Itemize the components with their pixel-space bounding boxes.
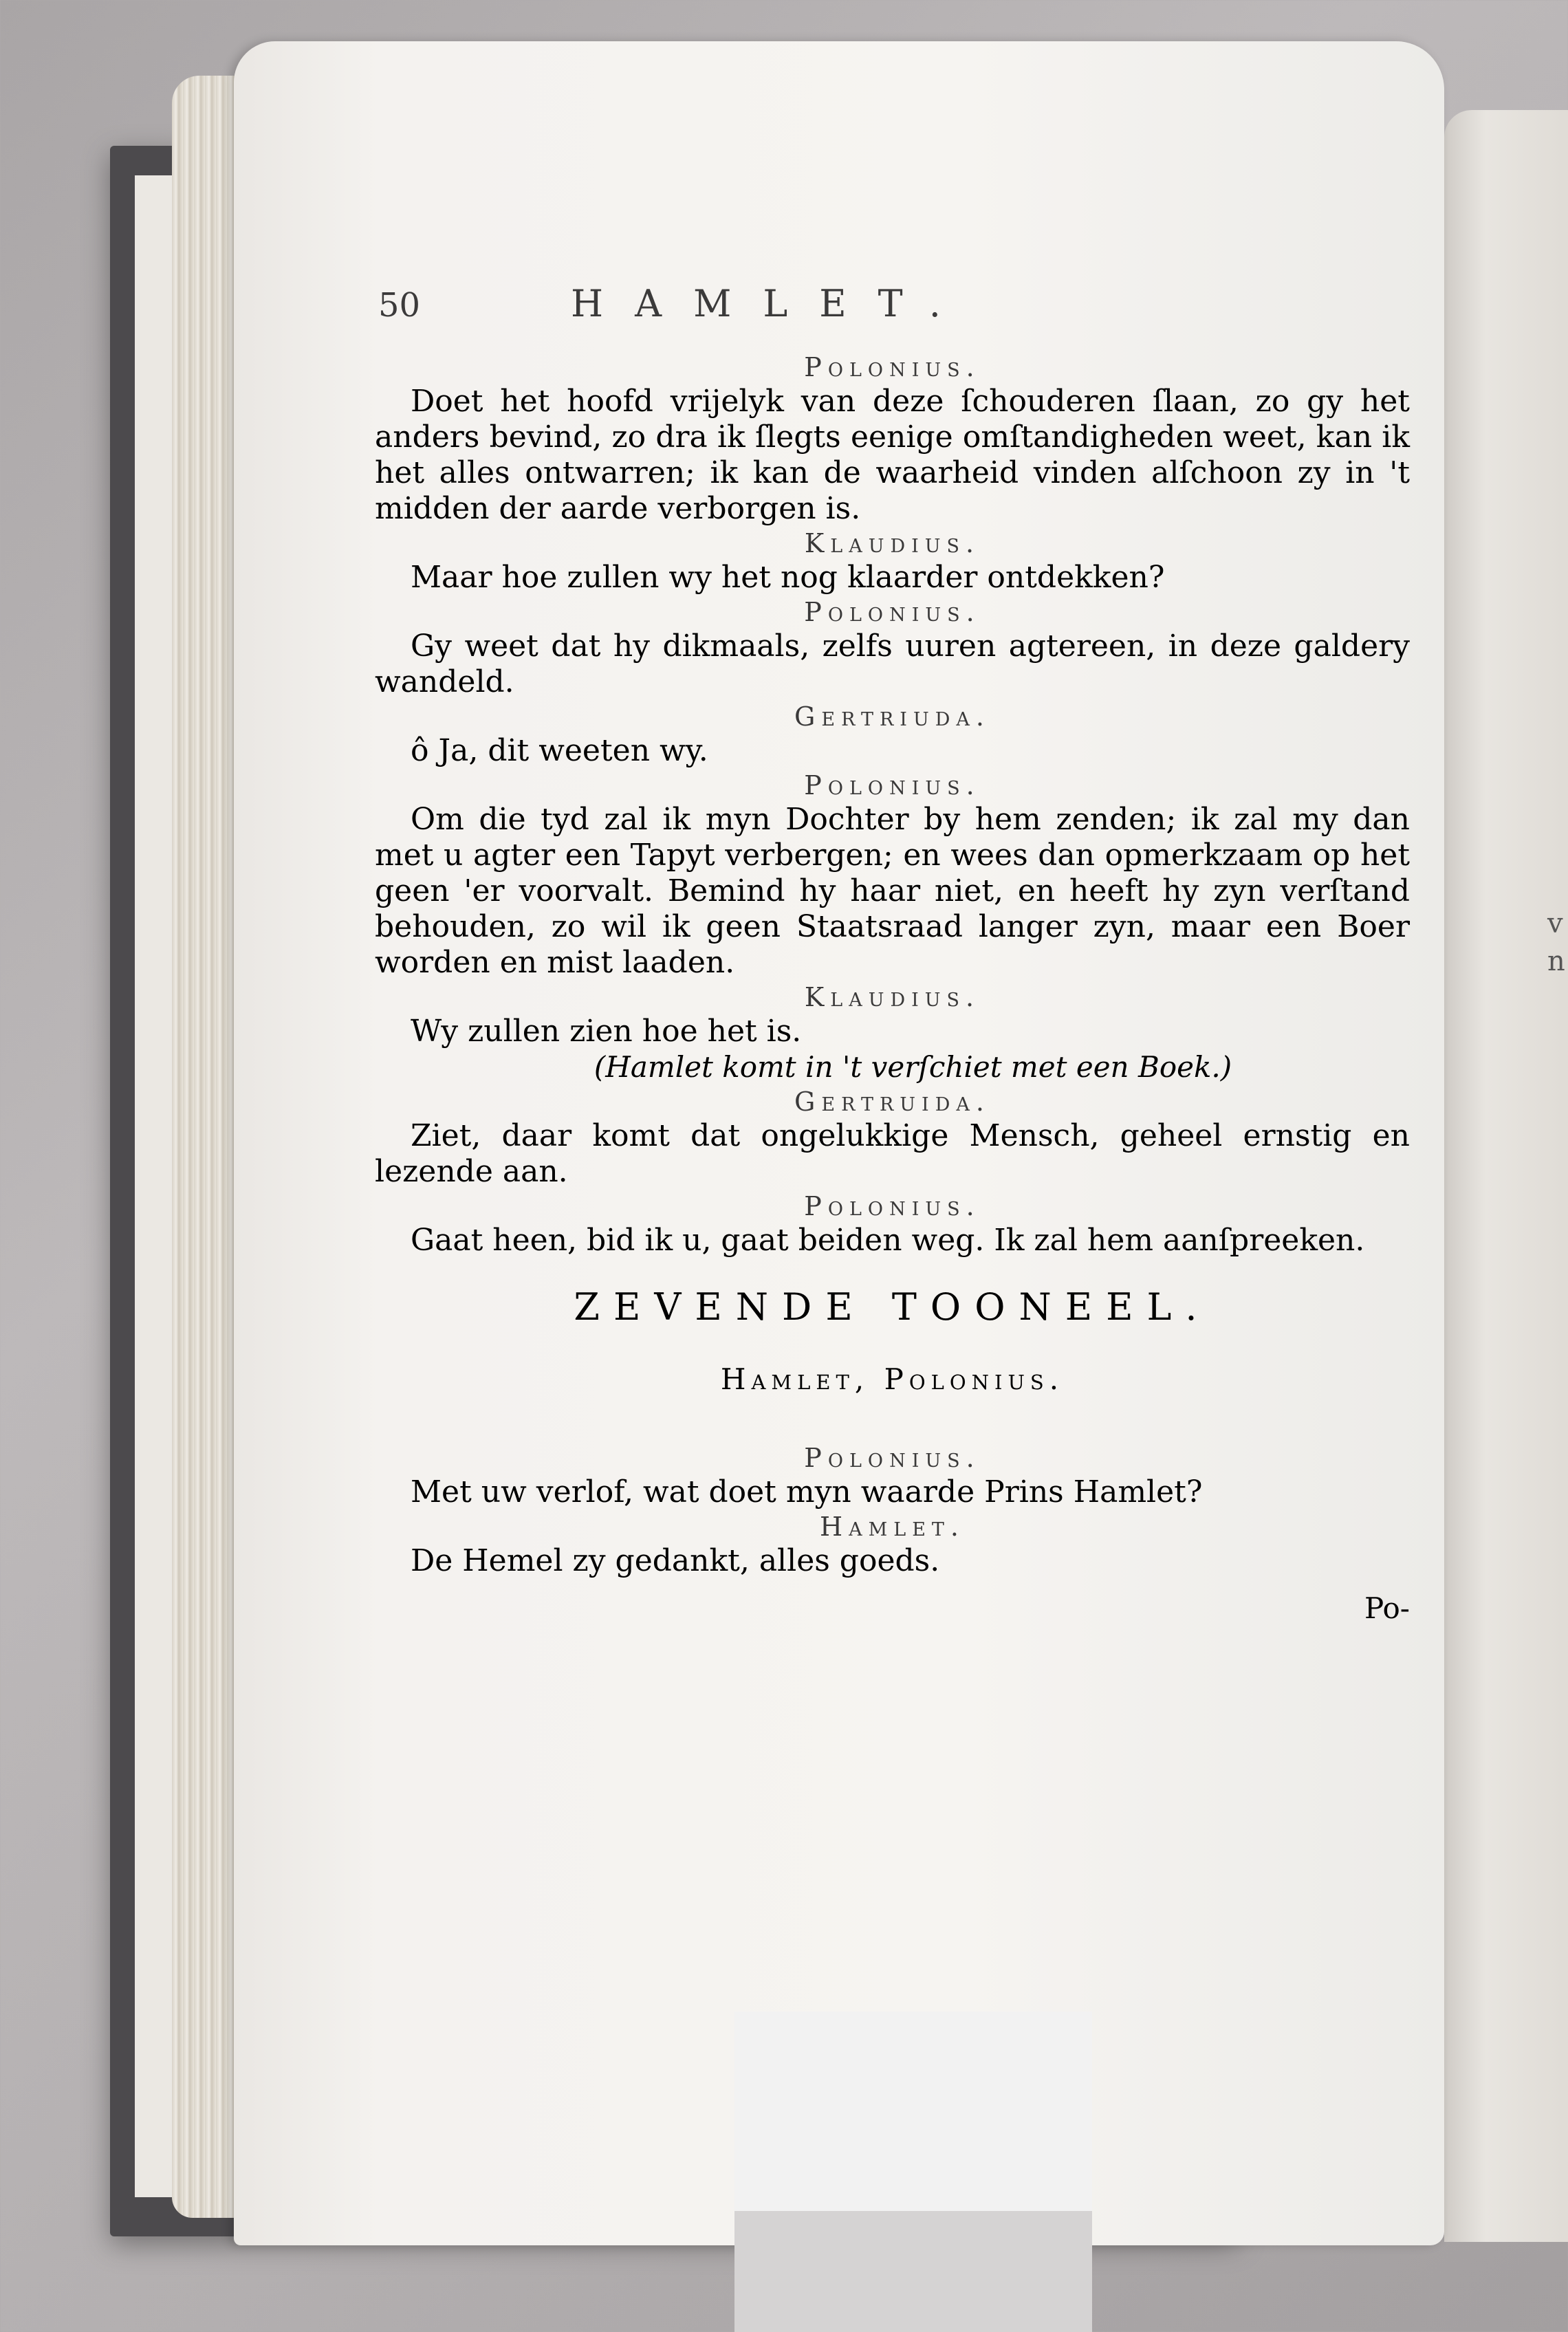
next-page [1444, 110, 1568, 2242]
catchword: Po- [1364, 1591, 1410, 1625]
speech-text: Ziet, daar komt dat ongelukkige Mensch, geheel ernstig en lezende aan. [375, 1118, 1410, 1189]
page-text [375, 282, 1410, 1625]
speech-text: Gy weet dat hy dikmaals, zelfs uuren agtereen, in deze galdery wandeld. [375, 629, 1410, 699]
scene-heading: ZEVENDE TOONEEL. [574, 1285, 1211, 1329]
speech-text: De Hemel zy gedankt, alles goeds. [411, 1543, 940, 1578]
speech-text: ô Ja, dit weeten wy. [411, 733, 708, 768]
next-page-mark: n [1547, 946, 1565, 977]
scene-characters: Hamlet, Polonius. [720, 1362, 1065, 1396]
speaker-name: Klaudius. [804, 982, 981, 1012]
running-head [375, 282, 1410, 351]
speech-text: Wy zullen zien hoe het is. [411, 1014, 802, 1049]
stage-direction: (Hamlet komt in 't verſchiet met een Boek.) [594, 1050, 1232, 1084]
speaker-name: Polonius. [804, 770, 981, 800]
speech-text: Gaat heen, bid ik u, gaat beiden weg. Ik zal hem aanſpreeken. [411, 1223, 1365, 1258]
speaker-name: Polonius. [804, 1191, 981, 1221]
speech-text: Doet het hoofd vrijelyk van deze ſchouderen ſlaan, zo gy het anders bevind, zo dra ik ſlegts eenige omſtandigheden weet, kan ik het alles ontwarren; ik kan de waarheid vinden alſchoon zy in 't midden der aarde verborgen is. [375, 384, 1410, 526]
redaction-shadow [734, 2211, 1092, 2332]
speech-text: Met uw verlof, wat doet myn waarde Prins Hamlet? [411, 1474, 1203, 1510]
speech-text: Om die tyd zal ik myn Dochter by hem zenden; ik zal my dan met u agter een Tapyt verbergen; en wees dan opmerkzaam op het geen 'er voorvalt. Bemind hy haar niet, en heeft hy zyn verſtand behouden, zo wil ik geen Staatsraad langer zyn, maar een Boer worden en mist laaden. [375, 802, 1410, 980]
next-page-mark: v [1547, 908, 1563, 939]
speaker-name: Gertruida. [794, 1087, 990, 1117]
speaker-name: Klaudius. [804, 528, 981, 558]
speaker-name: Polonius. [804, 1443, 981, 1473]
speaker-name: Hamlet. [819, 1512, 965, 1542]
running-title: HAMLET. [571, 282, 972, 325]
speech-text: Maar hoe zullen wy het nog klaarder ontdekken? [411, 560, 1165, 595]
speaker-name: Gertriuda. [794, 701, 990, 732]
page-number: 50 [378, 286, 421, 325]
speaker-name: Polonius. [804, 352, 981, 382]
speaker-name: Polonius. [804, 597, 981, 627]
